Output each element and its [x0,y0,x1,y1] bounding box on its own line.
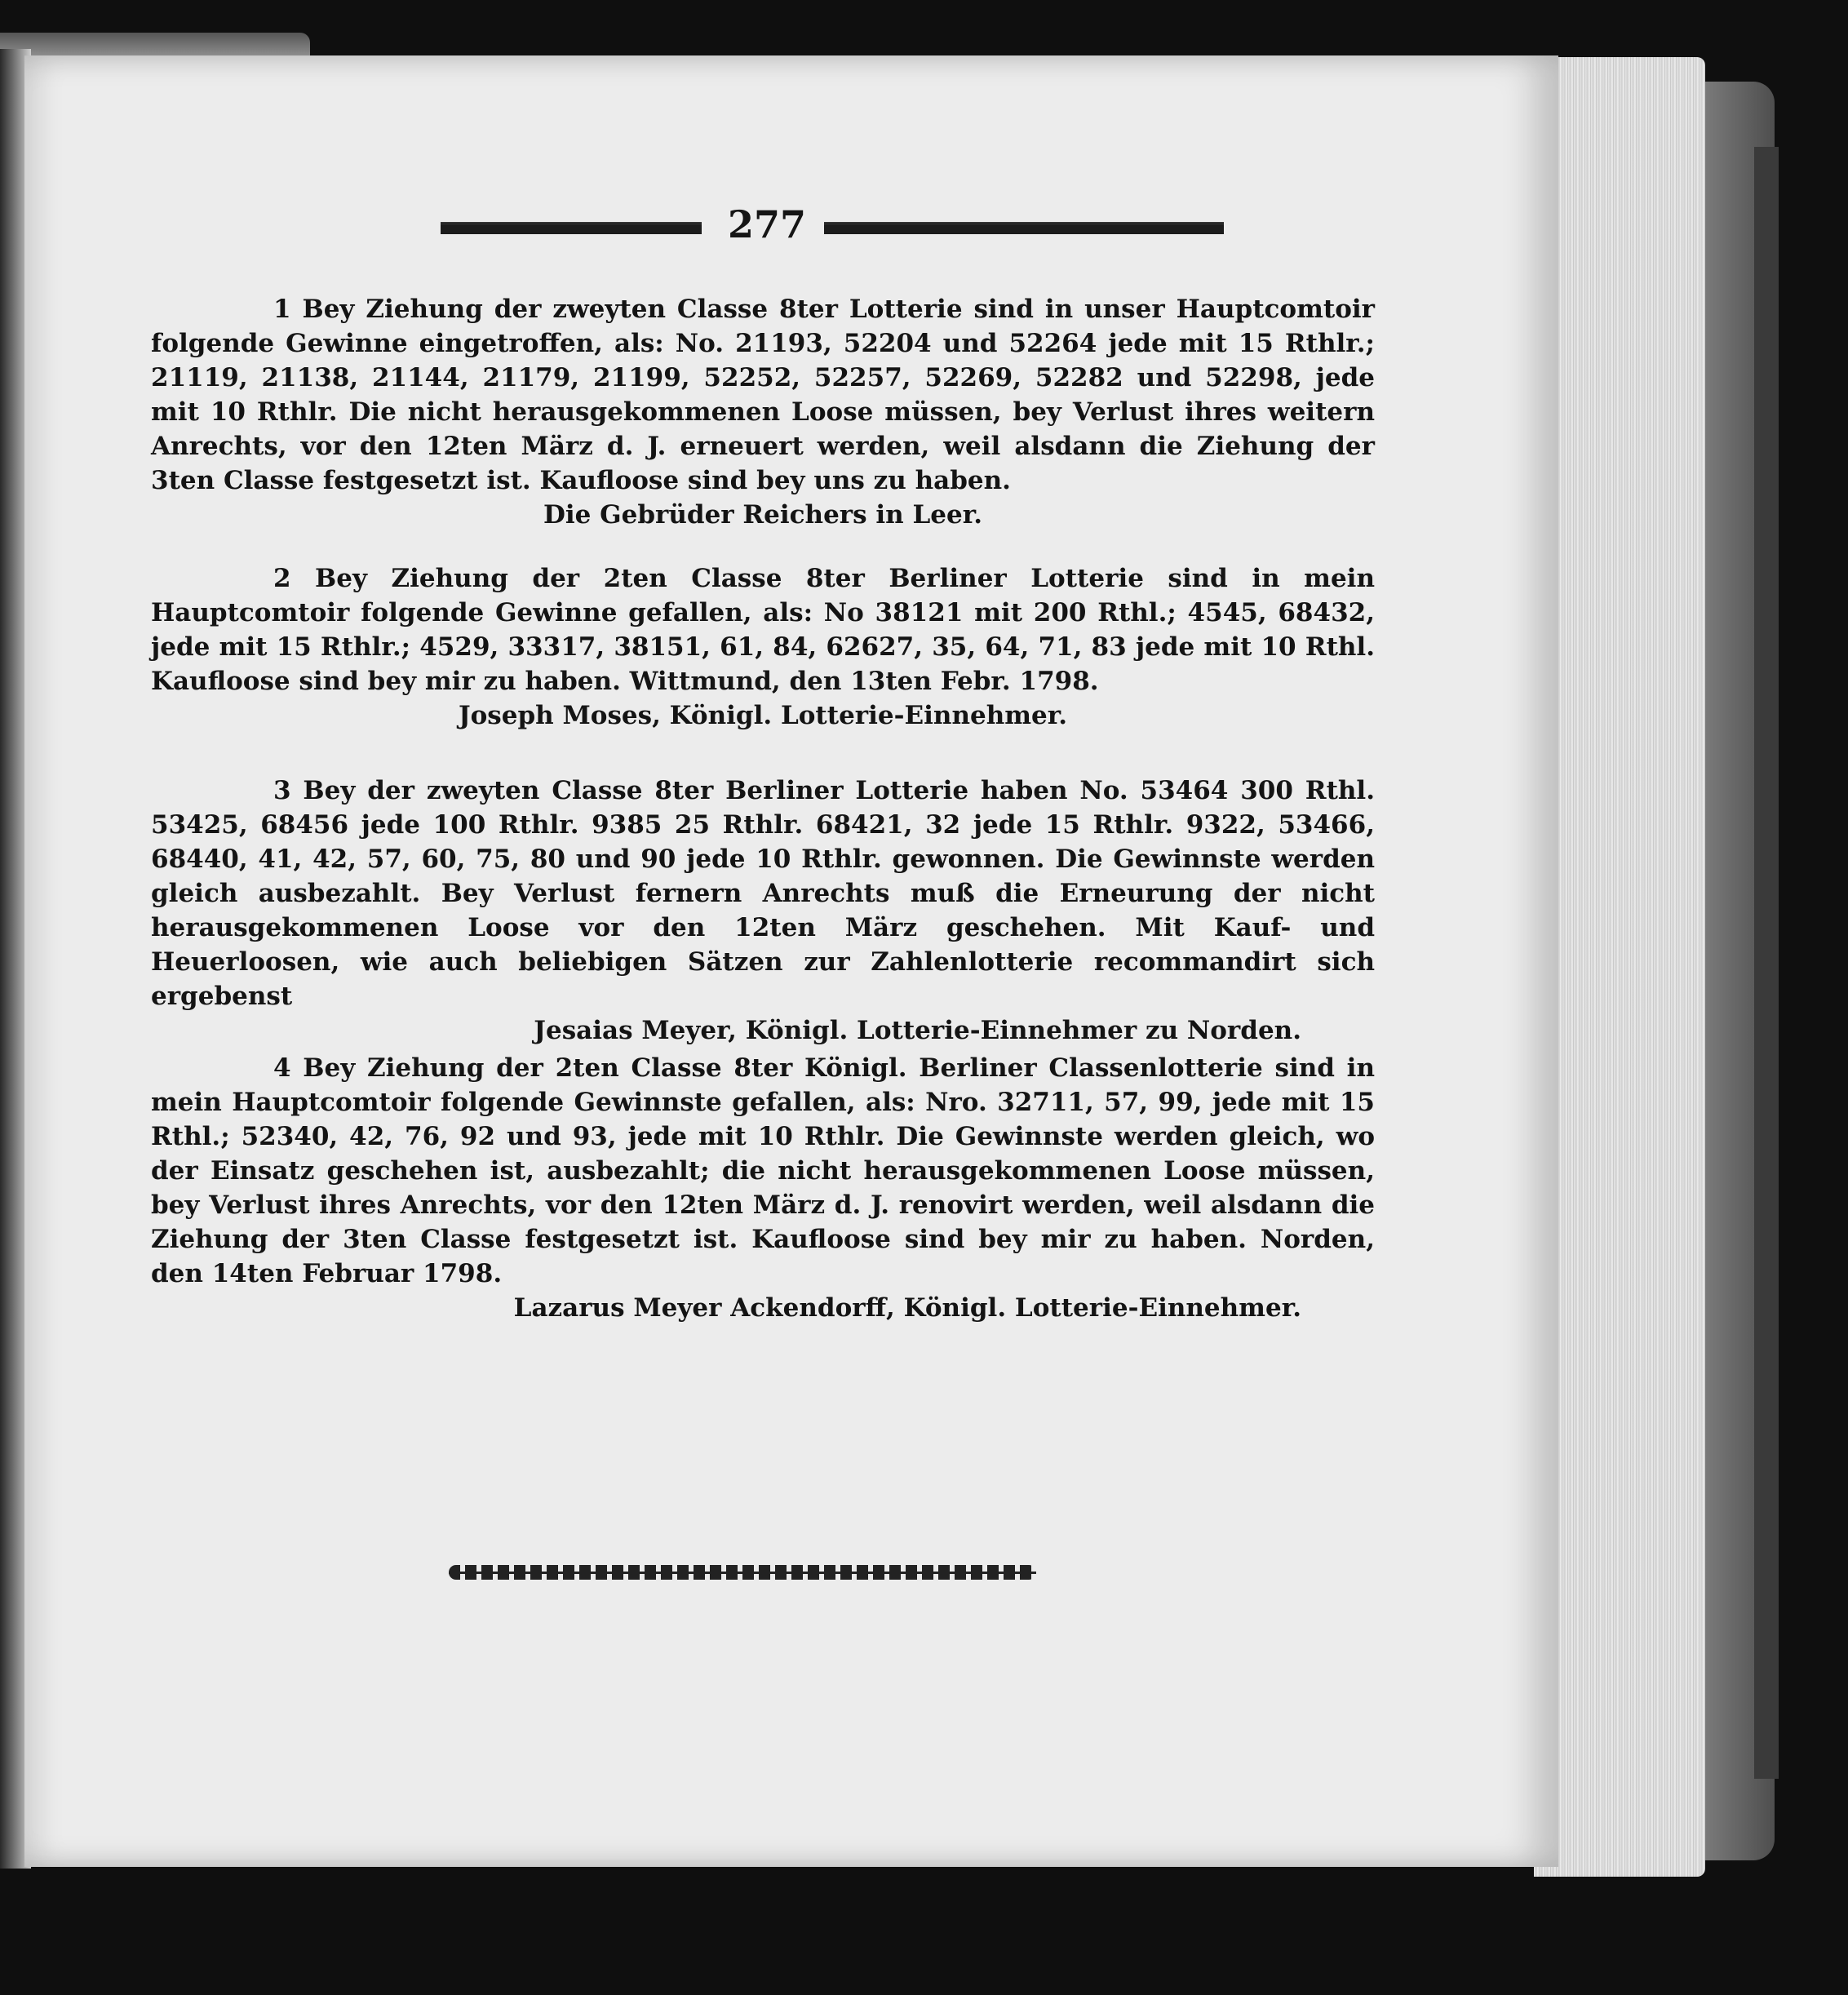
advertisement-signature: Die Gebrüder Reichers in Leer. [543,500,983,530]
page-number: 277 [727,202,807,246]
advertisement-text: 2 Bey Ziehung der 2ten Classe 8ter Berliner Lotterie sind in mein Hauptcomtoir folgende Gewinne gefallen, als: No 38121 mit 200 Rthl.; 4545, 68432, jede mit 15 Rthlr.; 4529, 33317, 38151, 61, 84, 62627, 35, 64, 71, 83 jede mit 10 Rthl. Kaufloose sind bey mir zu haben. Wittmund, den 13ten Febr. 1798. [151,564,1375,696]
ornamental-divider [449,1565,1036,1580]
advertisement-text: 3 Bey der zweyten Classe 8ter Berliner Lotterie haben No. 53464 300 Rthl. 53425, 68456 jede 100 Rthlr. 9385 25 Rthlr. 68421, 32 jede 15 Rthlr. 9322, 53466, 68440, 41, 42, 57, 60, 75, 80 und 90 jede 10 Rthlr. gewonnen. Die Gewinnste werden gleich ausbezahlt. Bey Verlust fernern Anrechts muß die Erneurung der nicht herausgekommenen Loose vor den 12ten März geschehen. Mit Kauf- und Heuerloosen, wie auch beliebigen Sätzen zur Zahlenlotterie recommandirt sich ergebenst [151,776,1375,1011]
advertisement-signature: Lazarus Meyer Ackendorff, Königl. Lotterie-Einnehmer. [513,1293,1301,1323]
advertisement-text: 4 Bey Ziehung der 2ten Classe 8ter Königl. Berliner Classenlotterie sind in mein Hauptcomtoir folgende Gewinnste gefallen, als: Nro. 32711, 57, 99, jede mit 15 Rthl.; 52340, 42, 76, 92 und 93, jede mit 10 Rthlr. Die Gewinnste werden gleich, wo der Einsatz geschehen ist, ausbezahlt; die nicht herausgekommenen Loose müssen, bey Verlust ihres Anrechts, vor den 12ten März d. J. renovirt werden, weil alsdann die Ziehung der 3ten Classe festgesetzt ist. Kaufloose sind bey mir zu haben. Norden, den 14ten Februar 1798. [151,1053,1375,1288]
advertisement-2 [151,561,1375,733]
advertisement-text: 1 Bey Ziehung der zweyten Classe 8ter Lotterie sind in unser Hauptcomtoir folgende Gewinne eingetroffen, als: No. 21193, 52204 und 52264 jede mit 15 Rthlr.; 21119, 21138, 21144, 21179, 21199, 52252, 52257, 52269, 52282 und 52298, jede mit 10 Rthlr. Die nicht herausgekommenen Loose müssen, bey Verlust ihres weitern Anrechts, vor den 12ten März d. J. erneuert werden, weil alsdann die Ziehung der 3ten Classe festgesetzt ist. Kaufloose sind bey uns zu haben. [151,295,1375,495]
page-header [441,199,1240,248]
book-back-cover-edge [1754,147,1779,1779]
book-page [24,55,1558,1867]
advertisement-1 [151,292,1375,532]
advertisement-signature: Joseph Moses, Königl. Lotterie-Einnehmer. [458,701,1068,730]
page-stack-fore-edge [1534,57,1705,1877]
advertisement-3 [151,774,1375,1048]
header-rule-right [824,222,1224,234]
advertisement-signature: Jesaias Meyer, Königl. Lotterie-Einnehmer zu Norden. [534,1016,1301,1045]
header-rule-left [441,222,702,234]
advertisement-4 [151,1051,1375,1325]
